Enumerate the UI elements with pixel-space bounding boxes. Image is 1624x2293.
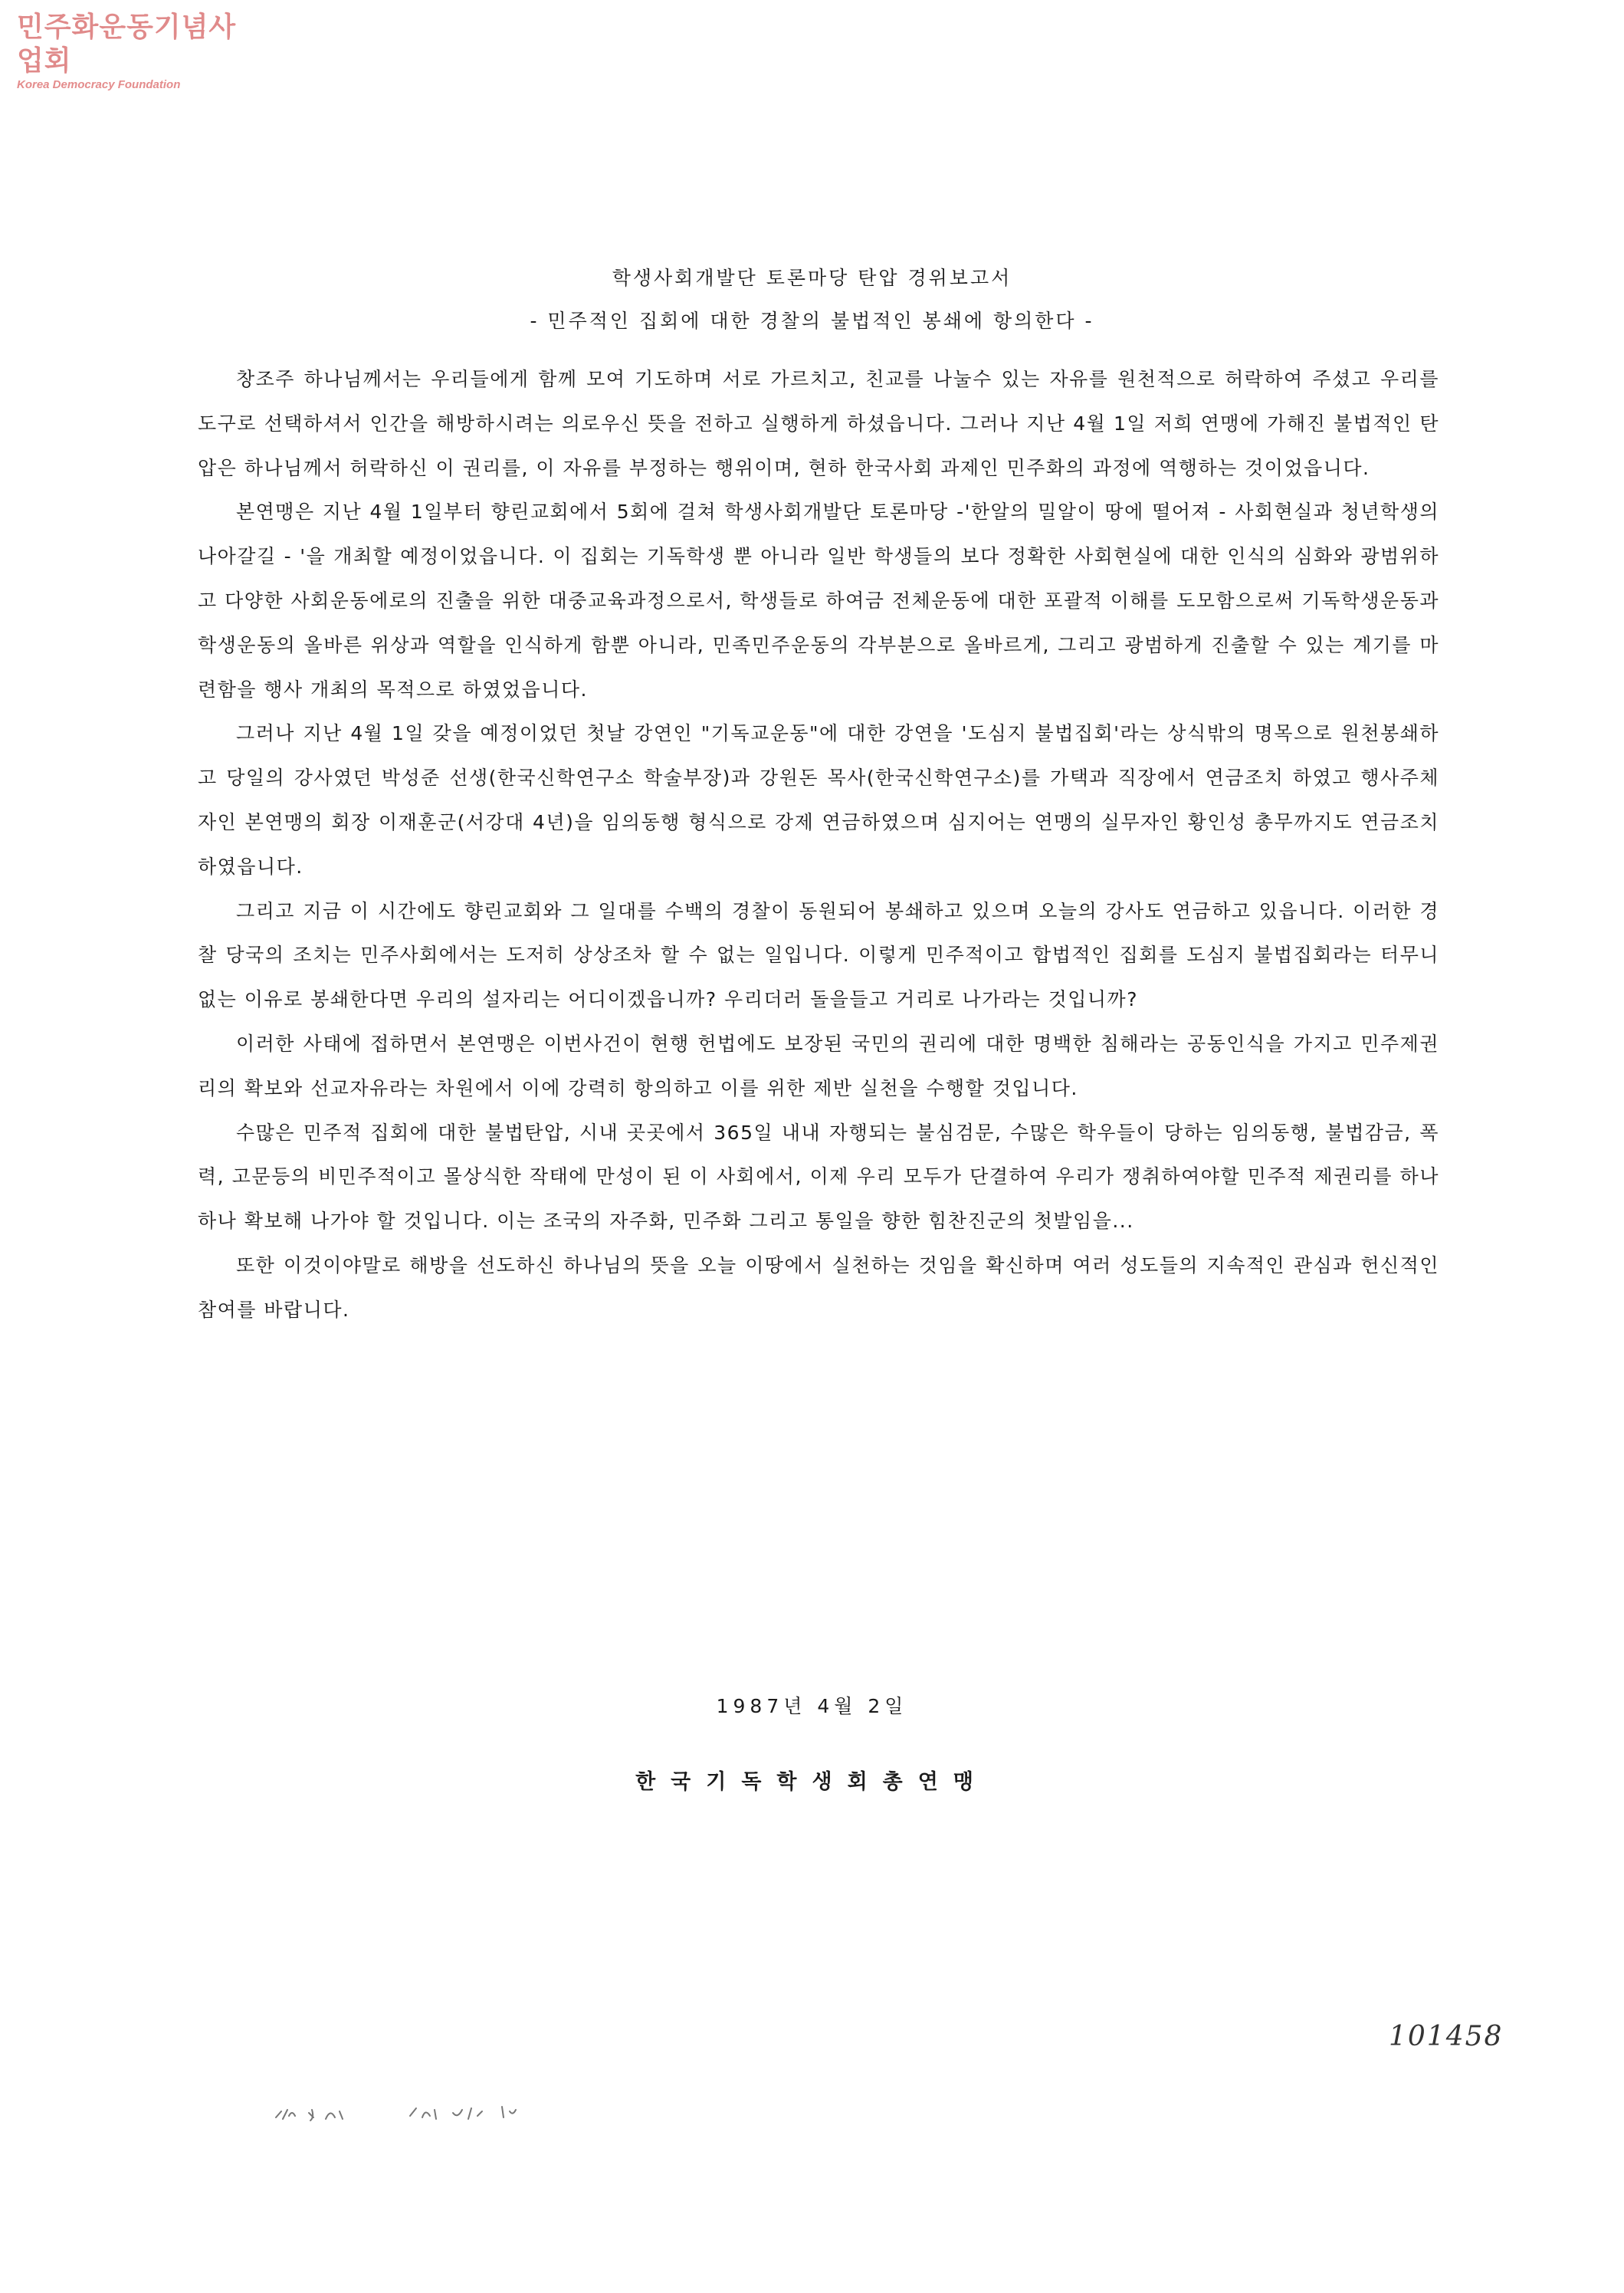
paragraph: 이러한 사태에 접하면서 본연맹은 이번사건이 현행 헌법에도 보장된 국민의 권리에 대한 명백한 침해라는 공동인식을 가지고 민주제권리의 확보와 선교자유라는 차원에서 이에 강력히 항의하고 이를 위한 제반 실천을 수행할 것입니다. <box>198 1032 1439 1099</box>
watermark-name-english: Korea Democracy Foundation <box>17 78 181 91</box>
paragraph: 창조주 하나님께서는 우리들에게 함께 모여 기도하며 서로 가르치고, 친교를 나눌수 있는 자유를 원천적으로 허락하여 주셨고 우리를 도구로 선택하셔서 인간을 해방하시려는 의로우신 뜻을 전하고 실행하게 하셨읍니다. 그러나 지난 4월 1일 저희 연맹에 가해진 불법적인 탄압은 하나님께서 허락하신 이 권리를, 이 자유를 부정하는 행위이며, 현하 한국사회 과제인 민주화의 과정에 역행하는 것이었읍니다. <box>198 368 1439 479</box>
document-date: 1987년 4월 2일 <box>716 1695 908 1717</box>
paragraph: 그리고 지금 이 시간에도 향린교회와 그 일대를 수백의 경찰이 동원되어 봉쇄하고 있으며 오늘의 강사도 연금하고 있읍니다. 이러한 경찰 당국의 조치는 민주사회에서는 도저히 상상조차 할 수 없는 일입니다. 이렇게 민주적이고 합법적인 집회를 도심지 불법집회라는 터무니없는 이유로 봉쇄한다면 우리의 설자리는 어디이겠읍니까? 우리더러 돌을들고 거리로 나가라는 것입니까? <box>198 899 1439 1011</box>
paragraph: 그러나 지난 4월 1일 갖을 예정이었던 첫날 강연인 "기독교운동"에 대한 강연을 '도심지 불법집회'라는 상식밖의 명목으로 원천봉쇄하고 당일의 강사였던 박성준 선생(한국신학연구소 학술부장)과 강원돈 목사(한국신학연구소)를 가택과 직장에서 연금조치 하였고 행사주체자인 본연맹의 회장 이재훈군(서강대 4년)을 임의동행 형식으로 강제 연금하였으며 심지어는 연맹의 실무자인 황인성 총무까지도 연금조치하였읍니다. <box>198 722 1439 878</box>
paragraph: 또한 이것이야말로 해방을 선도하신 하나님의 뜻을 오늘 이땅에서 실천하는 것임을 확신하며 여러 성도들의 지속적인 관심과 헌신적인 참여를 바랍니다. <box>198 1253 1439 1321</box>
organization-signature: 한국기독학생회총연맹 <box>635 1770 989 1794</box>
document-body <box>198 357 1439 1332</box>
watermark-name-korean: 민주화운동기념사업회 <box>17 11 237 77</box>
paragraph: 수많은 민주적 집회에 대한 불법탄압, 시내 곳곳에서 365일 내내 자행되는 불심검문, 수많은 학우들이 당하는 임의동행, 불법감금, 폭력, 고문등의 비민주적이고 몰상식한 작태에 만성이 된 이 사회에서, 이제 우리 모두가 단결하여 우리가 쟁취하여야할 민주적 제권리를 하나하나 확보해 나가야 할 것입니다. 이는 조국의 자주화, 민주화 그리고 통일을 향한 힘찬진군의 첫발임을... <box>198 1121 1439 1233</box>
document-title: 학생사회개발단 토론마당 탄압 경위보고서 <box>612 267 1012 289</box>
watermark-logo <box>17 11 247 92</box>
archive-number: 101458 <box>1389 2021 1504 2052</box>
paragraph: 본연맹은 지난 4월 1일부터 향린교회에서 5회에 걸쳐 학생사회개발단 토론마당 -'한알의 밀알이 땅에 떨어져 - 사회현실과 청년학생의 나아갈길 - '을 개최할 예정이었읍니다. 이 집회는 기독학생 뿐 아니라 일반 학생들의 보다 정확한 사회현실에 대한 인식의 심화와 광범위하고 다양한 사회운동에로의 진출을 위한 대중교육과정으로서, 학생들로 하여금 전체운동에 대한 포괄적 이해를 도모함으로써 기독학생운동과 학생운동의 올바른 위상과 역할을 인식하게 함뿐 아니라, 민족민주운동의 각부분으로 올바르게, 그리고 광범하게 진출할 수 있는 계기를 마련함을 행사 개최의 목적으로 하였었읍니다. <box>198 501 1439 701</box>
document-subtitle: - 민주적인 집회에 대한 경찰의 불법적인 봉쇄에 항의한다 - <box>530 310 1094 332</box>
handwritten-note-icon <box>272 2096 556 2127</box>
